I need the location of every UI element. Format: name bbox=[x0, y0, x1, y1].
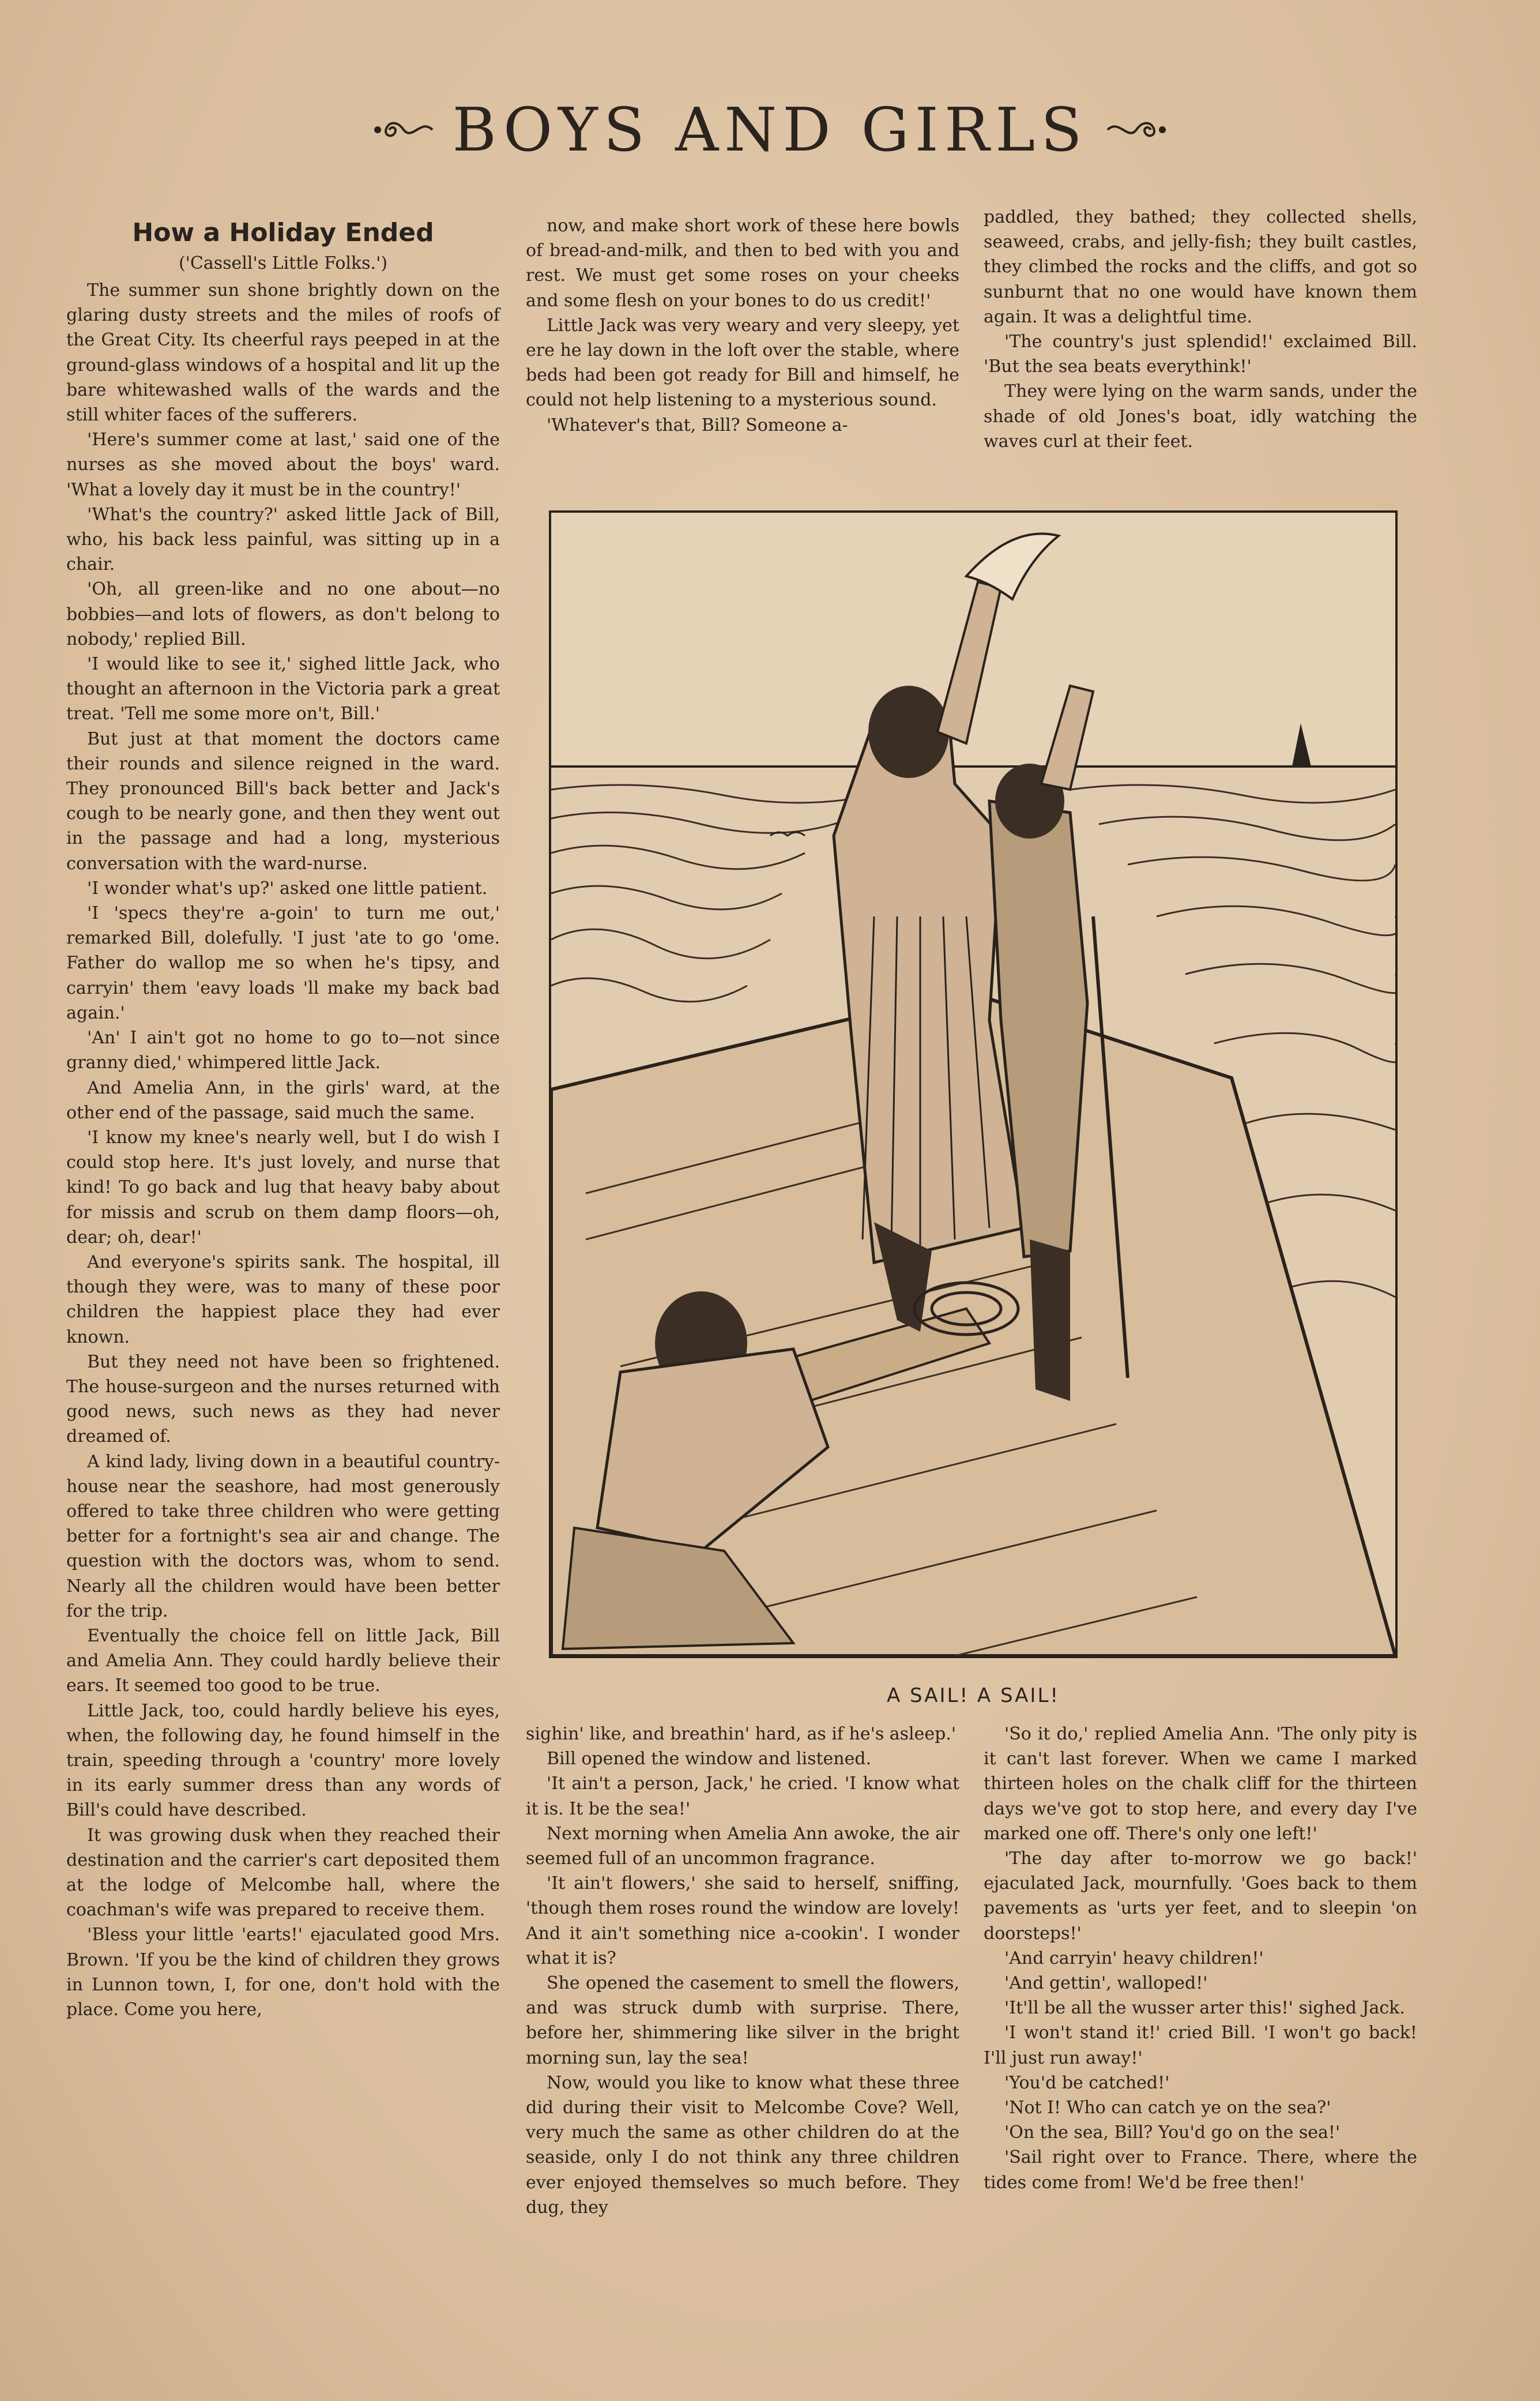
paragraph: sighin' like, and breathin' hard, as if he's asleep.' bbox=[526, 1724, 957, 1744]
paragraph: 'Whatever's that, Bill? Someone a- bbox=[547, 415, 848, 435]
engraving-icon bbox=[551, 513, 1395, 1656]
column-5 bbox=[984, 1722, 1417, 2298]
paragraph: 'And gettin', walloped!' bbox=[1004, 1973, 1208, 1994]
paragraph: 'Here's summer come at last,' said one of the nurses as she moved about the boys' ward. 'What a lovely day it must be in the country!' bbox=[66, 430, 500, 500]
paragraph: 'I know my knee's nearly well, but I do wish I could stop here. It's just lovely, and nurse that kind! To go back and lug that heavy baby about for missis and scrub on them damp floors—oh, dear; oh, dear!' bbox=[66, 1127, 500, 1248]
story-source: ('Cassell's Little Folks.') bbox=[178, 253, 388, 273]
paragraph: 'What's the country?' asked little Jack of Bill, who, his back less painful, was sitting up in a chair. bbox=[66, 504, 500, 575]
paragraph: paddled, they bathed; they collected shells, seaweed, crabs, and jelly-fish; they built castles, they climbed the rocks and the cliffs, and got so sunburnt that no one would have known them again. It was a delightful time. bbox=[984, 207, 1417, 327]
paragraph: Little Jack was very weary and very sleepy, yet ere he lay down in the loft over the stable, where beds had been got ready for Bill and himself, he could not help listening to a mysterious sound. bbox=[526, 315, 959, 411]
paragraph: now, and make short work of these here bowls of bread-and-milk, and then to bed with you and rest. We must get some roses on your cheeks and some flesh on your bones to do us credit!' bbox=[526, 216, 959, 311]
paragraph: But just at that moment the doctors came their rounds and silence reigned in the ward. They pronounced Bill's back better and Jack's cough to be nearly gone, and then they went out in the passage and had a long, mysterious conversation with the ward-nurse. bbox=[66, 728, 500, 874]
paragraph: 'Bless your little 'earts!' ejaculated good Mrs. Brown. 'If you be the kind of children they grows in Lunnon town, I, for one, don't hold with the place. Come you here, bbox=[66, 1925, 500, 2020]
paragraph: Eventually the choice fell on little Jack, Bill and Amelia Ann. They could hardly believe their ears. It seemed too good to be true. bbox=[66, 1625, 500, 1696]
paragraph: But they need not have been so frightened. The house-surgeon and the nurses returned with good news, such news as they had never dreamed of. bbox=[66, 1351, 500, 1447]
paragraph: She opened the casement to smell the flowers, and was struck dumb with surprise. There, before her, shimmering like silver in the bright morning sun, lay the sea! bbox=[526, 1973, 959, 2068]
illustration-children-in-boat bbox=[549, 510, 1398, 1658]
masthead-title: BOYS AND GIRLS bbox=[452, 95, 1088, 165]
paragraph: And everyone's spirits sank. The hospital, ill though they were, was to many of these poor children the happiest place they had ever known. bbox=[66, 1252, 500, 1347]
paragraph: 'You'd be catched!' bbox=[1004, 2072, 1170, 2093]
paragraph: 'Oh, all green-like and no one about—no bobbies—and lots of flowers, as don't belong to nobody,' replied Bill. bbox=[66, 579, 500, 649]
paragraph: Little Jack, too, could hardly believe his eyes, when, the following day, he found himself in the train, speeding through a 'country' more lovely in its early summer dress than any words of Bill's could have described. bbox=[66, 1700, 500, 1821]
paragraph: 'Sail right over to France. There, where the tides come from! We'd be free then!' bbox=[984, 2147, 1417, 2193]
paragraph: 'So it do,' replied Amelia Ann. 'The only pity is it can't last forever. When we came I marked thirteen holes on the chalk cliff for the thirteen days we've got to stop here, and every day I've marked one off. There's only one left!' bbox=[984, 1724, 1417, 1844]
paragraph: 'The country's just splendid!' exclaimed Bill. 'But the sea beats everythink!' bbox=[984, 332, 1417, 377]
paragraph: Bill opened the window and listened. bbox=[547, 1749, 872, 1769]
right-ornament-icon bbox=[1105, 112, 1168, 147]
paragraph: 'Not I! Who can catch ye on the sea?' bbox=[1004, 2098, 1331, 2118]
paragraph: 'An' I ain't got no home to go to—not since granny died,' whimpered little Jack. bbox=[66, 1028, 500, 1073]
column-4 bbox=[526, 1722, 959, 2298]
paragraph: Next morning when Amelia Ann awoke, the air seemed full of an uncommon fragrance. bbox=[526, 1823, 959, 1869]
paragraph: 'The day after to-morrow we go back!' ejaculated Jack, mournfully. 'Goes back to them pavements as 'urts yer feet, and to sleepin 'on doorsteps!' bbox=[984, 1848, 1417, 1944]
paragraph: The summer sun shone brightly down on the glaring dusty streets and the miles of roofs of the Great City. Its cheerful rays peeped in at the ground-glass windows of a hospital and lit up the bare whitewashed walls of the wards and the still whiter faces of the sufferers. bbox=[66, 280, 500, 426]
paragraph: 'It ain't flowers,' she said to herself, sniffing, 'though them roses round the window are lovely! And it ain't something nice a-cookin'. I wonder what it is? bbox=[526, 1873, 959, 1968]
column-2 bbox=[526, 213, 959, 490]
masthead bbox=[0, 95, 1540, 164]
paragraph: 'I wonder what's up?' asked one little patient. bbox=[87, 878, 488, 899]
paragraph: 'I would like to see it,' sighed little Jack, who thought an afternoon in the Victoria park a great treat. 'Tell me some more on't, Bill.' bbox=[66, 654, 500, 724]
paragraph: 'I won't stand it!' cried Bill. 'I won't go back! I'll just run away!' bbox=[984, 2023, 1417, 2068]
column-1 bbox=[66, 213, 500, 2290]
paragraph: 'And carryin' heavy children!' bbox=[1004, 1948, 1264, 1968]
column-3 bbox=[984, 205, 1417, 493]
paragraph: A kind lady, living down in a beautiful country-house near the seashore, had most generously offered to take three children who were getting better for a fortnight's sea air and change. The question with the doctors was, whom to send. Nearly all the children would have been better for the trip. bbox=[66, 1451, 500, 1621]
paragraph: It was growing dusk when they reached their destination and the carrier's cart deposited them at the lodge of Melcombe hall, where the coachman's wife was prepared to receive them. bbox=[66, 1825, 500, 1921]
paragraph: They were lying on the warm sands, under the shade of old Jones's boat, idly watching the waves curl at their feet. bbox=[984, 381, 1417, 452]
story-title: How a Holiday Ended bbox=[132, 218, 434, 247]
left-ornament-icon bbox=[372, 112, 435, 147]
paragraph: And Amelia Ann, in the girls' ward, at the other end of the passage, said much the same. bbox=[66, 1077, 500, 1123]
paragraph: 'I 'specs they're a-goin' to turn me out,' remarked Bill, dolefully. 'I just 'ate to go 'ome. Father do wallop me so when he's tipsy, and carryin' them 'eavy loads 'll make my back bad again.' bbox=[66, 903, 500, 1023]
paragraph: 'It ain't a person, Jack,' he cried. 'I know what it is. It be the sea!' bbox=[526, 1773, 959, 1819]
paragraph: 'On the sea, Bill? You'd go on the sea!' bbox=[1004, 2122, 1341, 2143]
paragraph: Now, would you like to know what these three did during their visit to Melcombe Cove? Well, very much the same as other children do at the seaside, only I do not think any three children ever enjoyed themselves so much before. They dug, they bbox=[526, 2072, 959, 2218]
illustration-caption: A SAIL! A SAIL! bbox=[886, 1684, 1060, 1707]
paragraph: 'It'll be all the wusser arter this!' sighed Jack. bbox=[1004, 1998, 1405, 2019]
